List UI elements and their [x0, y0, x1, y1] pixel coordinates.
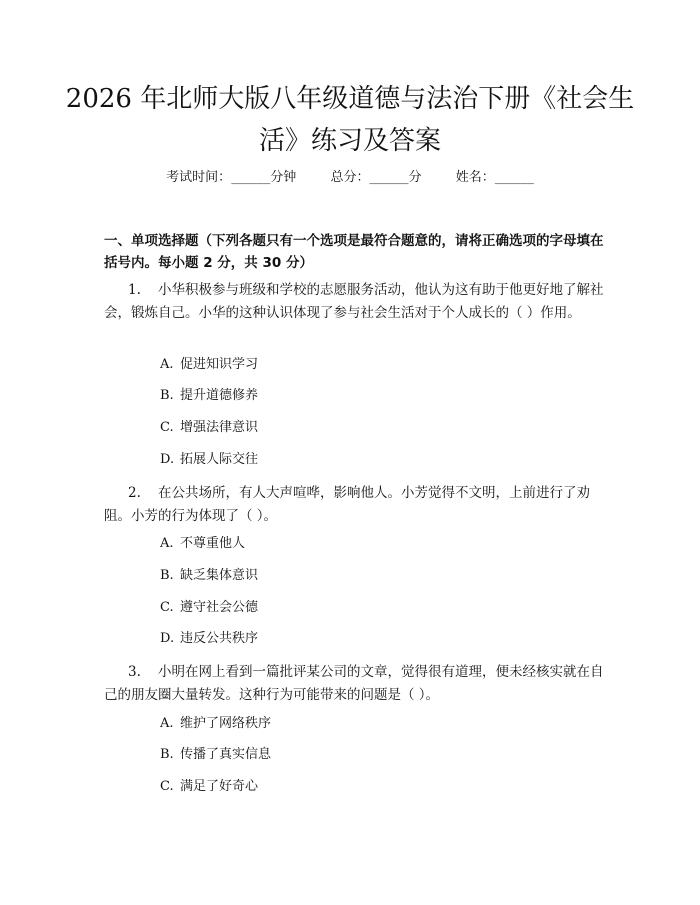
option-letter: D. — [160, 452, 175, 467]
question-text: 在公共场所，有人大声喧哗，影响他人。小芳觉得不文明，上前进行了劝阻。小芳的行为体现了（ ）。 — [104, 485, 590, 524]
option-text: 传播了真实信息 — [180, 747, 272, 762]
option-text: 遵守社会公德 — [180, 600, 259, 615]
option-text: 提升道德修养 — [180, 388, 259, 403]
option-1a — [160, 355, 258, 375]
option-3a — [160, 714, 271, 734]
option-text: 不尊重他人 — [180, 536, 246, 551]
question-3 — [104, 661, 604, 707]
option-letter: A. — [160, 536, 174, 551]
score-label: 总分： — [330, 170, 370, 185]
score-unit: 分 — [408, 170, 422, 185]
option-2d — [160, 629, 258, 649]
document-title: 2026 年北师大版八年级道德与法治下册《社会生活》练习及答案 — [65, 84, 635, 156]
question-text: 小华积极参与班级和学校的志愿服务活动，他认为这有助于他更好地了解社会，锻炼自己。小华的这种认识体现了参与社会生活对于个人成长的（ ）作用。 — [104, 282, 604, 321]
question-number: 3. — [128, 664, 141, 680]
section-heading: 一、单项选择题（下列各题只有一个选项是最符合题意的，请将正确选项的字母填在括号内。每小题 2 分，共 30 分） — [104, 233, 604, 271]
question-number: 2. — [128, 485, 141, 501]
time-label: 考试时间： — [166, 170, 232, 185]
option-text: 满足了好奇心 — [180, 779, 259, 794]
option-3b — [160, 745, 271, 765]
option-letter: B. — [160, 388, 174, 403]
option-3c — [160, 777, 258, 797]
option-text: 促进知识学习 — [180, 357, 259, 372]
option-text: 违反公共秩序 — [180, 631, 259, 646]
time-blank: ______ — [231, 170, 271, 185]
question-1 — [104, 279, 604, 325]
option-letter: A. — [160, 357, 174, 372]
name-blank: ______ — [494, 170, 534, 185]
option-letter: B. — [160, 568, 174, 583]
score-blank: ______ — [369, 170, 409, 185]
option-text: 增强法律意识 — [180, 420, 259, 435]
option-letter: C. — [160, 779, 174, 794]
option-letter: D. — [160, 631, 175, 646]
name-label: 姓名： — [455, 170, 495, 185]
option-letter: A. — [160, 716, 174, 731]
question-number: 1. — [128, 282, 141, 298]
option-letter: C. — [160, 420, 174, 435]
option-letter: C. — [160, 600, 174, 615]
question-text: 小明在网上看到一篇批评某公司的文章，觉得很有道理，便未经核实就在自己的朋友圈大量转发。这种行为可能带来的问题是（ ）。 — [104, 664, 604, 703]
option-1c — [160, 418, 258, 438]
time-unit: 分钟 — [270, 170, 297, 185]
option-text: 拓展人际交往 — [180, 452, 259, 467]
option-2c — [160, 598, 258, 618]
option-text: 缺乏集体意识 — [180, 568, 259, 583]
option-1b — [160, 386, 258, 406]
option-text: 维护了网络秩序 — [180, 716, 272, 731]
option-2a — [160, 534, 245, 554]
option-1d — [160, 450, 258, 470]
option-letter: B. — [160, 747, 174, 762]
option-2b — [160, 566, 258, 586]
exam-info-line — [0, 168, 700, 188]
question-2 — [104, 482, 604, 528]
